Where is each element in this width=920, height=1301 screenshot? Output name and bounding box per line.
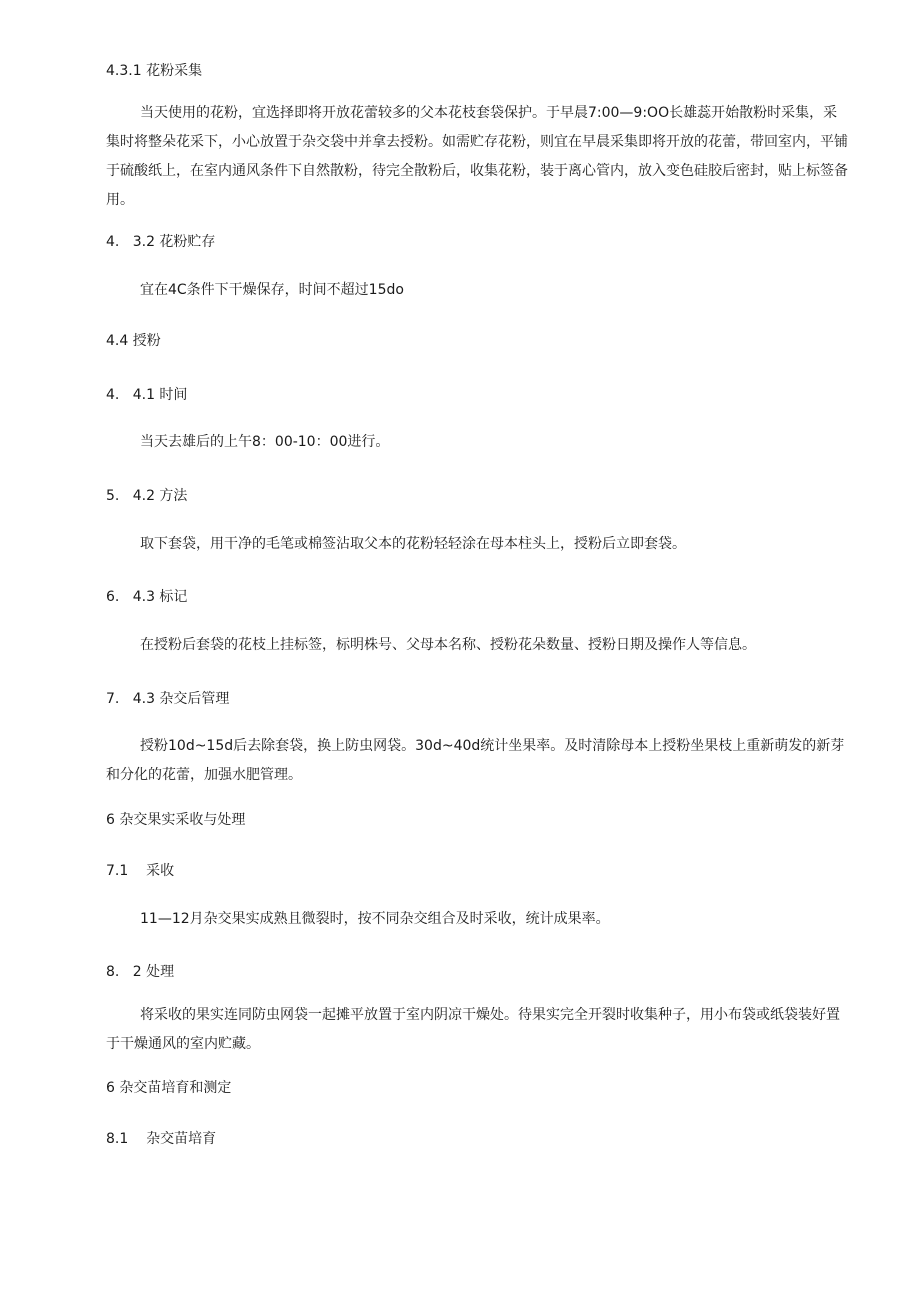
paragraph-pollen-collection: 当天使用的花粉，宜选择即将开放花蕾较多的父本花枝套袋保护。于早晨7:00—9:OO长雄蕊开始散粉时采集，采集时将整朵花采下，小心放置于杂交袋中并拿去授粉。如需贮存花粉，则宜在早晨采集即将开放的花蕾，带回室内，平铺于硫酸纸上，在室内通风条件下自然散粉，待完全散粉后，收集花粉，装于离心管内，放入变色硅胶后密封，贴上标签备用。 xyxy=(106,105,848,208)
section-heading-method: 5. 4.2 方法 xyxy=(106,488,188,504)
paragraph-method: 取下套袋，用干净的毛笔或棉签沾取父本的花粉轻轻涂在母本柱头上，授粉后立即套袋。 xyxy=(140,536,686,552)
section-heading-post-hybrid-management: 7. 4.3 杂交后管理 xyxy=(106,691,230,707)
section-heading-pollination: 4.4 授粉 xyxy=(106,333,161,349)
paragraph-pollen-storage: 宜在4C条件下干燥保存，时间不超过15do xyxy=(140,282,404,298)
paragraph-marking: 在授粉后套袋的花枝上挂标签，标明株号、父母本名称、授粉花朵数量、授粉日期及操作人等信息。 xyxy=(140,637,756,653)
section-heading-marking: 6. 4.3 标记 xyxy=(106,589,188,605)
section-heading-pollen-storage: 4. 3.2 花粉贮存 xyxy=(106,234,216,250)
section-heading-seedling-cultivation: 8.1 杂交苗培育 xyxy=(106,1131,217,1147)
paragraph-time: 当天去雄后的上午8：00-10：00进行。 xyxy=(140,434,390,450)
section-heading-processing: 8. 2 处理 xyxy=(106,964,175,980)
paragraph-post-hybrid-management: 授粉10d~15d后去除套袋，换上防虫网袋。30d~40d统计坐果率。及时清除母本上授粉坐果枝上重新萌发的新芽和分化的花蕾，加强水肥管理。 xyxy=(106,738,845,783)
section-heading-pollen-collection: 4.3.1 花粉采集 xyxy=(106,63,203,79)
section-heading-fruit-harvest: 6 杂交果实采收与处理 xyxy=(106,812,246,828)
paragraph-processing: 将采收的果实连同防虫网袋一起摊平放置于室内阴凉干燥处。待果实完全开裂时收集种子，用小布袋或纸袋装好置于干燥通风的室内贮藏。 xyxy=(106,1007,840,1052)
section-heading-time: 4. 4.1 时间 xyxy=(106,387,188,403)
section-heading-seedling-cultivation-testing: 6 杂交苗培育和测定 xyxy=(106,1080,232,1096)
paragraph-harvest: 11—12月杂交果实成熟且微裂时，按不同杂交组合及时采收，统计成果率。 xyxy=(140,911,610,927)
section-heading-harvest: 7.1 采收 xyxy=(106,863,175,879)
